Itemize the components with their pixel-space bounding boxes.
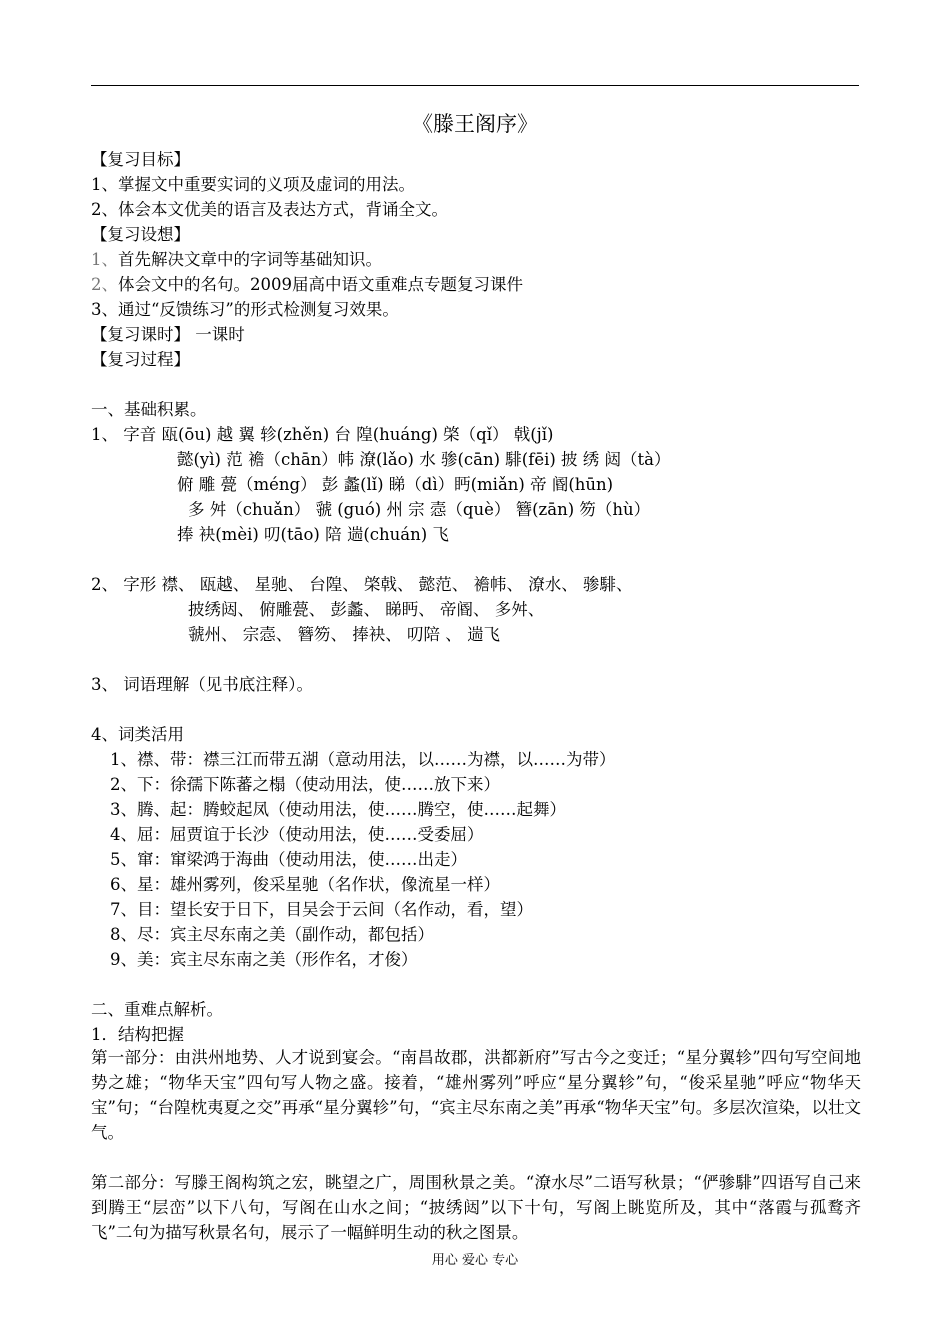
plan-item-number: 2、 [91,275,118,294]
section-basics: 一、基础积累。 [91,400,207,419]
pronunciation-line: 懿(yì) 范 襜（chān）帏 潦(lǎo) 水 骖(cān) 騑(fēi) 披 绣 闼（tà） [177,450,671,469]
pos-item: 1、襟、带：襟三江而带五湖（意动用法，以……为襟，以……为带） [110,750,616,769]
heading-part-of-speech: 4、词类活用 [91,725,184,744]
plan-item: 3、通过“反馈练习”的形式检测复习效果。 [91,300,399,319]
pos-item: 3、腾、起：腾蛟起凤（使动用法，使……腾空，使……起舞） [110,800,566,819]
character-form-line: 2、 字形 襟、 瓯越、 星驰、 台隍、 棨戟、 懿范、 襜帏、 潦水、 骖騑、 [91,575,633,594]
plan-item [91,250,382,270]
heading-review-plan: 【复习设想】 [91,225,190,244]
pos-item: 8、尽：宾主尽东南之美（副作动，都包括） [110,925,434,944]
pos-item: 9、美：宾主尽东南之美（形作名，才俊） [110,950,418,969]
vocab-line: 3、 词语理解（见书底注释）。 [91,675,313,694]
heading-review-goals: 【复习目标】 [91,150,190,169]
plan-item [91,275,523,295]
heading-structure: 1．结构把握 [91,1025,184,1044]
header-rule [91,85,859,86]
heading-class-hours: 【复习课时】 一课时 [91,325,245,344]
goal-item: 2、体会本文优美的语言及表达方式，背诵全文。 [91,200,448,219]
plan-item-number: 1、 [91,250,118,269]
pos-item: 6、星：雄州雾列，俊采星驰（名作状，像流星一样） [110,875,500,894]
section-key-points: 二、重难点解析。 [91,1000,223,1019]
pronunciation-line: 俯 雕 甍（méng） 彭 蠡(lǐ) 睇（dì）眄(miǎn) 帝 阍(hūn) [177,475,614,494]
pos-item: 2、下：徐孺下陈蕃之榻（使动用法，使……放下来） [110,775,500,794]
character-form-line: 披绣闼、 俯雕甍、 彭蠡、 睇眄、 帝阍、 多舛、 [188,600,545,619]
paragraph-part-one: 第一部分：由洪州地势、人才说到宴会。“南昌故郡，洪都新府”写古今之变迁；“星分翼轸”四句写空间地势之雄；“物华天宝”四句写人物之盛。接着，“雄州雾列”呼应“星分翼轸”句，“俊采星驰”呼应“物华天宝”句；“台隍枕夷夏之交”再承“星分翼轸”句，“宾主尽东南之美”再承“物华天宝”句。多层次渲染，以壮文气。 [91,1048,861,1142]
goal-item: 1、掌握文中重要实词的义项及虚词的用法。 [91,175,415,194]
plan-item-text: 首先解决文章中的字词等基础知识。 [118,250,382,269]
pos-item: 4、屈：屈贾谊于长沙（使动用法，使……受委屈） [110,825,484,844]
character-form-line: 虢州、 宗悫、 簪笏、 捧袂、 叨陪 、 遄飞 [188,625,500,644]
pronunciation-line: 1、 字音 瓯(ōu) 越 翼 轸(zhěn) 台 隍(huáng) 棨（qǐ） 戟(jǐ) [91,425,554,444]
paragraph-part-two: 第二部分：写滕王阁构筑之宏，眺望之广，周围秋景之美。“潦水尽”二语写秋景；“俨骖騑”四语写自己来到腾王“层峦”以下八句，写阁在山水之间；“披绣闼”以下十句，写阁上眺览所及，其中“落霞与孤鹜齐飞”二句为描写秋景名句，展示了一幅鲜明生动的秋之图景。 [91,1173,861,1242]
page-footer: 用心 爱心 专心 [431,1253,519,1268]
pos-item: 7、目：望长安于日下，目吴会于云间（名作动，看，望） [110,900,533,919]
pronunciation-line: 多 舛（chuǎn） 虢 (guó) 州 宗 悫（què） 簪(zān) 笏（hù） [188,500,651,519]
pronunciation-line: 捧 袂(mèi) 叨(tāo) 陪 遄(chuán) 飞 [177,525,449,544]
document-title: 《滕王阁序》 [412,112,538,136]
plan-item-text: 体会文中的名句。2009届高中语文重难点专题复习课件 [118,275,523,294]
pos-item: 5、窜：窜梁鸿于海曲（使动用法，使……出走） [110,850,467,869]
heading-review-process: 【复习过程】 [91,350,190,369]
